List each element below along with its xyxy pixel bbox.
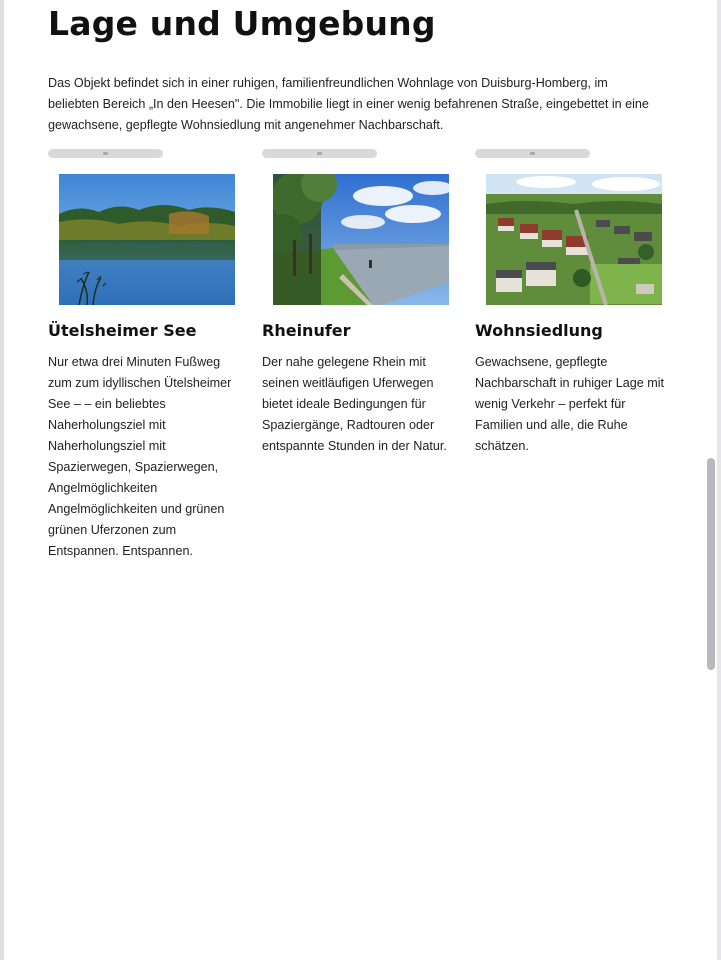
feature-text-riverbank: Der nahe gelegene Rhein mit seinen weitläufigen Uferwegen bietet ideale Bedingungen für Spaziergänge, Radtouren oder entspannte Stunden in der Natur.: [262, 355, 447, 453]
scrollbar-track[interactable]: [717, 0, 721, 960]
feature-text-neighborhood: Gewachsene, gepflegte Nachbarschaft in ruhiger Lage mit wenig Verkehr – perfekt für Familien und alle, die Ruhe schätzen.: [475, 355, 665, 453]
section-title: Lage und Umgebung: [48, 4, 436, 43]
feature-card-neighborhood: [475, 149, 670, 457]
feature-card-lake: [48, 149, 243, 562]
image-drag-handle[interactable]: [262, 149, 377, 158]
feature-title-neighborhood: Wohnsiedlung: [475, 321, 603, 340]
feature-card-riverbank: [262, 149, 457, 457]
feature-text-lake: Nur etwa drei Minuten Fußweg zum zum idyllischen Ütelsheimer See – – ein beliebtes Naherholungsziel mit Naherholungsziel mit Spazierwegen, Spazierwegen, Angelmöglichkeiten Angelmöglichkeiten und grünen grünen Uferzonen zum Entspannen. Entspannen.: [48, 355, 232, 558]
feature-title-riverbank: Rheinufer: [262, 321, 351, 340]
neighborhood-photo-icon[interactable]: [486, 174, 662, 305]
handle-grip-icon: [103, 152, 108, 155]
scrollbar-thumb[interactable]: [707, 458, 715, 670]
image-drag-handle[interactable]: [48, 149, 163, 158]
lake-photo-icon[interactable]: [59, 174, 235, 305]
handle-grip-icon: [317, 152, 322, 155]
section-intro: Das Objekt befindet sich in einer ruhigen, familienfreundlichen Wohnlage von Duisburg-Homberg, im beliebten Bereich „In den Heesen". Die Immobilie liegt in einer wenig befahrenen Straße, eingebettet in eine gewachsene, gepflegte Wohnsiedlung mit angenehmer Nachbarschaft.: [48, 76, 649, 132]
feature-title-lake: Ütelsheimer See: [48, 321, 197, 340]
riverbank-photo-icon[interactable]: [273, 174, 449, 305]
page-content: [4, 0, 717, 960]
image-drag-handle[interactable]: [475, 149, 590, 158]
handle-grip-icon: [530, 152, 535, 155]
